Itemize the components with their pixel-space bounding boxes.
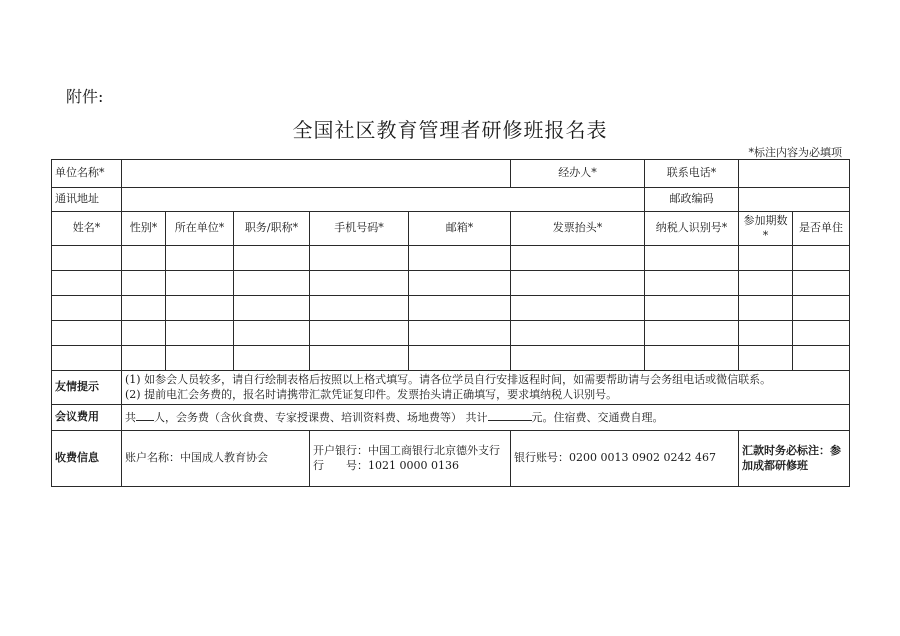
cell[interactable] xyxy=(122,296,166,321)
cell[interactable] xyxy=(234,346,310,371)
required-note: *标注内容为必填项 xyxy=(748,146,842,159)
address-row xyxy=(52,188,850,212)
cell[interactable] xyxy=(234,246,310,271)
cell[interactable] xyxy=(310,321,409,346)
cell[interactable] xyxy=(739,346,793,371)
table-row xyxy=(52,321,850,346)
cell[interactable] xyxy=(409,246,511,271)
participant-count-blank[interactable] xyxy=(136,409,154,421)
fee-part3: 元。住宿费、交通费自理。 xyxy=(531,411,664,425)
cell[interactable] xyxy=(739,321,793,346)
col-email-header: 邮箱* xyxy=(409,212,511,246)
cell[interactable] xyxy=(234,271,310,296)
col-session-header: 参加期数* xyxy=(739,212,793,246)
cell[interactable] xyxy=(310,271,409,296)
tip-line-2: (2) 提前电汇会务费的，报名时请携带汇款凭证复印件。发票抬头请正确填写，要求填纳税人识别号。 xyxy=(125,387,618,401)
cell[interactable] xyxy=(122,246,166,271)
tip-line-1: (1) 如参会人员较多，请自行绘制表格后按照以上格式填写。请各位学员自行安排返程时间，如需要帮助请与会务组电话或微信联系。 xyxy=(125,372,772,386)
fee-row xyxy=(52,405,850,431)
cell[interactable] xyxy=(234,296,310,321)
table-row xyxy=(52,346,850,371)
attachment-label: 附件: xyxy=(66,87,104,106)
cell[interactable] xyxy=(793,296,850,321)
cell[interactable] xyxy=(52,321,122,346)
cell[interactable] xyxy=(166,346,234,371)
cell[interactable] xyxy=(166,271,234,296)
cell[interactable] xyxy=(409,296,511,321)
remit-note: 汇款时务必标注：参加成都研修班 xyxy=(739,431,850,487)
address-label: 通讯地址 xyxy=(52,188,122,212)
phone-label: 联系电话* xyxy=(645,160,739,188)
postcode-label: 邮政编码 xyxy=(645,188,739,212)
cell[interactable] xyxy=(739,246,793,271)
unit-name-label: 单位名称* xyxy=(52,160,122,188)
fee-label: 会议费用 xyxy=(52,405,122,431)
cell[interactable] xyxy=(793,346,850,371)
cell[interactable] xyxy=(166,321,234,346)
cell[interactable] xyxy=(52,246,122,271)
table-row xyxy=(52,296,850,321)
cell[interactable] xyxy=(645,346,739,371)
cell[interactable] xyxy=(409,271,511,296)
form-title: 全国社区教育管理者研修班报名表 xyxy=(292,118,608,142)
col-unit-header: 所在单位* xyxy=(166,212,234,246)
tips-row xyxy=(52,371,850,405)
fee-total-blank[interactable] xyxy=(488,409,532,421)
account-number: 银行账号：0200 0013 0902 0242 467 xyxy=(511,431,739,487)
unit-name-field[interactable] xyxy=(122,160,511,188)
payment-row xyxy=(52,431,850,487)
fee-content xyxy=(122,405,850,431)
table-row xyxy=(52,271,850,296)
cell[interactable] xyxy=(793,271,850,296)
cell[interactable] xyxy=(645,296,739,321)
table-row xyxy=(52,246,850,271)
cell[interactable] xyxy=(511,346,645,371)
cell[interactable] xyxy=(739,296,793,321)
col-name-header: 姓名* xyxy=(52,212,122,246)
cell[interactable] xyxy=(511,271,645,296)
bank-line: 开户银行：中国工商银行北京德外支行 xyxy=(313,443,500,457)
row-number-line: 行 号：1021 0000 0136 xyxy=(313,458,459,472)
cell[interactable] xyxy=(793,246,850,271)
cell[interactable] xyxy=(409,346,511,371)
column-header-row xyxy=(52,212,850,246)
col-mobile-header: 手机号码* xyxy=(310,212,409,246)
address-field[interactable] xyxy=(122,188,645,212)
fee-part2: 人，会务费（含伙食费、专家授课费、培训资料费、场地费等） 共计 xyxy=(154,411,488,425)
col-invoice-header: 发票抬头* xyxy=(511,212,645,246)
cell[interactable] xyxy=(234,321,310,346)
cell[interactable] xyxy=(310,246,409,271)
cell[interactable] xyxy=(166,296,234,321)
cell[interactable] xyxy=(511,246,645,271)
cell[interactable] xyxy=(122,271,166,296)
cell[interactable] xyxy=(409,321,511,346)
col-gender-header: 性别* xyxy=(122,212,166,246)
tips-content xyxy=(122,371,850,405)
payment-label: 收费信息 xyxy=(52,431,122,487)
unit-row xyxy=(52,160,850,188)
cell[interactable] xyxy=(511,321,645,346)
registration-form xyxy=(51,159,849,486)
cell[interactable] xyxy=(122,321,166,346)
col-title-header: 职务/职称* xyxy=(234,212,310,246)
cell[interactable] xyxy=(310,346,409,371)
phone-field[interactable] xyxy=(739,160,850,188)
col-taxid-header: 纳税人识别号* xyxy=(645,212,739,246)
cell[interactable] xyxy=(52,346,122,371)
cell[interactable] xyxy=(739,271,793,296)
cell[interactable] xyxy=(793,321,850,346)
account-name: 账户名称：中国成人教育协会 xyxy=(122,431,310,487)
tips-label: 友情提示 xyxy=(52,371,122,405)
bank-info xyxy=(310,431,511,487)
cell[interactable] xyxy=(166,246,234,271)
cell[interactable] xyxy=(52,271,122,296)
fee-part1: 共 xyxy=(125,411,136,425)
cell[interactable] xyxy=(52,296,122,321)
col-single-room-header: 是否单住 xyxy=(793,212,850,246)
contact-person-label: 经办人* xyxy=(511,160,645,188)
postcode-field[interactable] xyxy=(739,188,850,212)
cell[interactable] xyxy=(645,321,739,346)
cell[interactable] xyxy=(122,346,166,371)
cell[interactable] xyxy=(645,246,739,271)
cell[interactable] xyxy=(645,271,739,296)
cell[interactable] xyxy=(511,296,645,321)
cell[interactable] xyxy=(310,296,409,321)
